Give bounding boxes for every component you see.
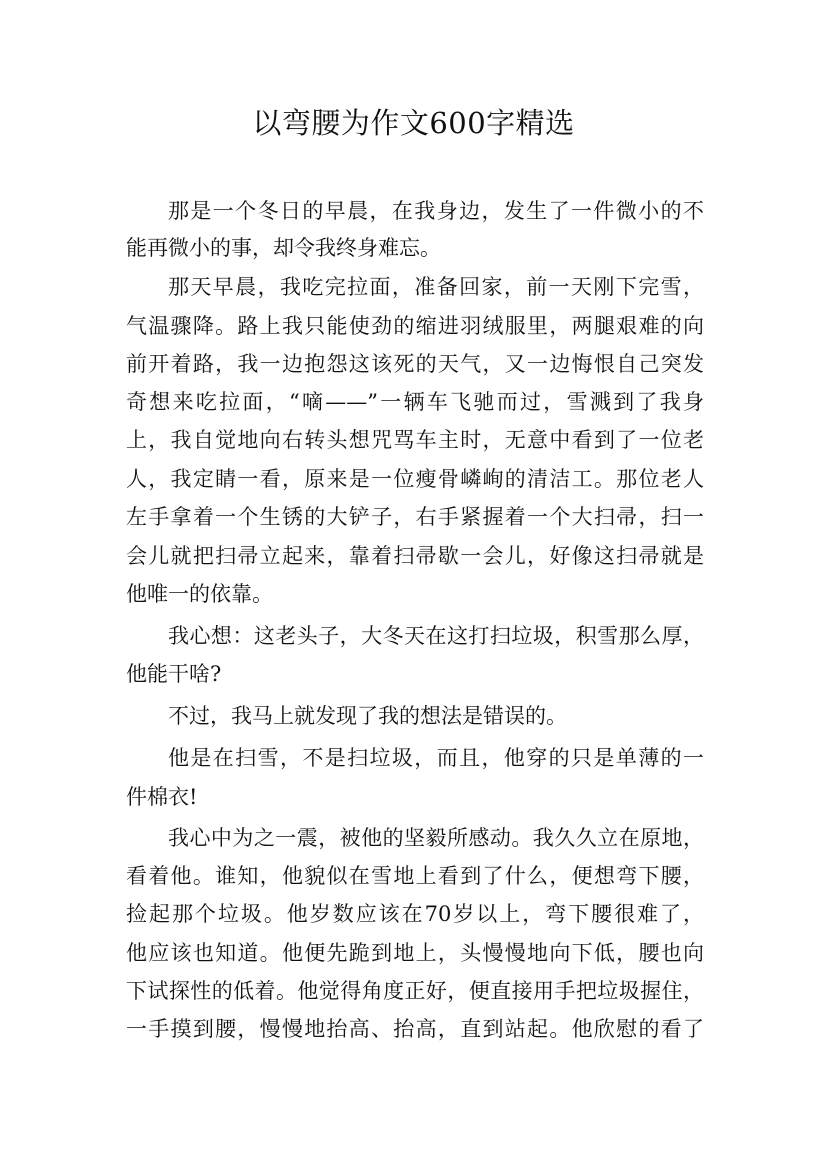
text-line: 他唯一的依靠。 [126, 582, 273, 606]
text-line: 捡起那个垃圾。他岁数应该在70岁以上，弯下腰很难了， [126, 902, 704, 926]
text-line: 一手摸到腰，慢慢地抬高、抬高，直到站起。他欣慰的看了 [126, 1017, 704, 1041]
text-line: 他应该也知道。他便先跪到地上，头慢慢地向下低，腰也向 [126, 941, 704, 965]
text-line: 上，我自觉地向右转头想咒骂车主时，无意中看到了一位老 [126, 428, 704, 452]
text-line: 人，我定睛一看，原来是一位瘦骨嶙峋的清洁工。那位老人 [126, 467, 704, 491]
text-line: 奇想来吃拉面，“嘀——”一辆车飞驰而过，雪溅到了我身 [126, 390, 704, 414]
text-line: 件棉衣! [126, 785, 198, 809]
text-line: 下试探性的低着。他觉得角度正好，便直接用手把垃圾握住， [126, 979, 704, 1003]
text-line: 左手拿着一个生锈的大铲子，右手紧握着一个大扫帚，扫一 [126, 505, 704, 529]
text-line: 他是在扫雪，不是扫垃圾，而且，他穿的只是单薄的一 [168, 746, 704, 770]
text-line: 他能干啥? [126, 662, 222, 686]
text-line: 那是一个冬日的早晨，在我身边，发生了一件微小的不 [168, 199, 704, 223]
text-line: 气温骤降。路上我只能使劲的缩进羽绒服里，两腿艰难的向 [126, 314, 704, 338]
document-title: 以弯腰为作文600字精选 [252, 106, 575, 140]
text-line: 不过，我马上就发现了我的想法是错误的。 [168, 704, 567, 728]
text-line: 能再微小的事，却令我终身难忘。 [126, 236, 441, 260]
text-line: 会儿就把扫帚立起来，靠着扫帚歇一会儿，好像这扫帚就是 [126, 544, 704, 568]
text-line: 我心想：这老头子，大冬天在这打扫垃圾，积雪那么厚， [168, 624, 704, 648]
text-line: 我心中为之一震，被他的坚毅所感动。我久久立在原地， [168, 826, 704, 850]
text-line: 前开着路，我一边抱怨这该死的天气，又一边悔恨自己突发 [126, 352, 704, 376]
text-line: 那天早晨，我吃完拉面，准备回家，前一天刚下完雪， [168, 275, 704, 299]
text-line: 看着他。谁知，他貌似在雪地上看到了什么，便想弯下腰， [126, 864, 704, 888]
